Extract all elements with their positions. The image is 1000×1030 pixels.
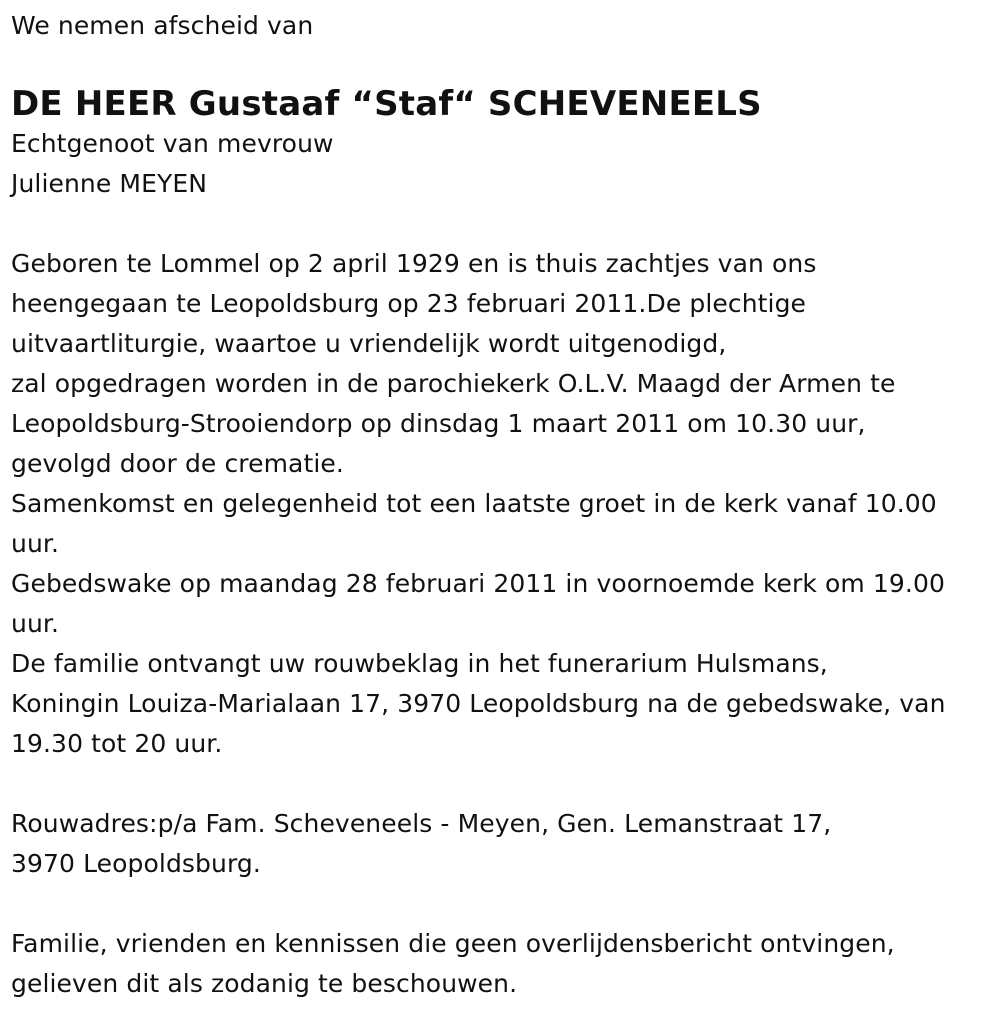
details-line: Koningin Louiza-Marialaan 17, 3970 Leopoldsburg na de gebedswake, van — [11, 689, 946, 718]
details-line: 19.30 tot 20 uur. — [11, 729, 223, 758]
details-block — [11, 244, 996, 764]
details-line: Geboren te Lommel op 2 april 1929 en is thuis zachtjes van ons — [11, 249, 817, 278]
closing-line: Familie, vrienden en kennissen die geen overlijdensbericht ontvingen, — [11, 929, 895, 958]
details-line: uitvaartliturgie, waartoe u vriendelijk wordt uitgenodigd, — [11, 329, 727, 358]
details-line: uur. — [11, 529, 60, 558]
details-line: uur. — [11, 609, 60, 638]
details-line: zal opgedragen worden in de parochiekerk O.L.V. Maagd der Armen te — [11, 369, 896, 398]
spouse-line: Echtgenoot van mevrouw — [11, 129, 334, 158]
spouse-line: Julienne MEYEN — [11, 169, 208, 198]
deceased-name: DE HEER Gustaaf “Staf“ SCHEVENEELS — [11, 84, 762, 124]
address-block — [11, 804, 996, 884]
details-line: Gebedswake op maandag 28 februari 2011 in voornoemde kerk om 19.00 — [11, 569, 945, 598]
closing-block — [11, 924, 996, 1004]
closing-line: gelieven dit als zodanig te beschouwen. — [11, 969, 518, 998]
details-line: De familie ontvangt uw rouwbeklag in het funerarium Hulsmans, — [11, 649, 828, 678]
details-line: Samenkomst en gelegenheid tot een laatste groet in de kerk vanaf 10.00 — [11, 489, 937, 518]
obituary-notice — [11, 6, 996, 1004]
address-line: 3970 Leopoldsburg. — [11, 849, 261, 878]
intro-text: We nemen afscheid van — [11, 11, 314, 40]
address-line: Rouwadres:p/a Fam. Scheveneels - Meyen, Gen. Lemanstraat 17, — [11, 809, 832, 838]
details-line: gevolgd door de crematie. — [11, 449, 344, 478]
spouse-block — [11, 124, 996, 204]
details-line: heengegaan te Leopoldsburg op 23 februari 2011.De plechtige — [11, 289, 807, 318]
details-line: Leopoldsburg-Strooiendorp op dinsdag 1 maart 2011 om 10.30 uur, — [11, 409, 866, 438]
